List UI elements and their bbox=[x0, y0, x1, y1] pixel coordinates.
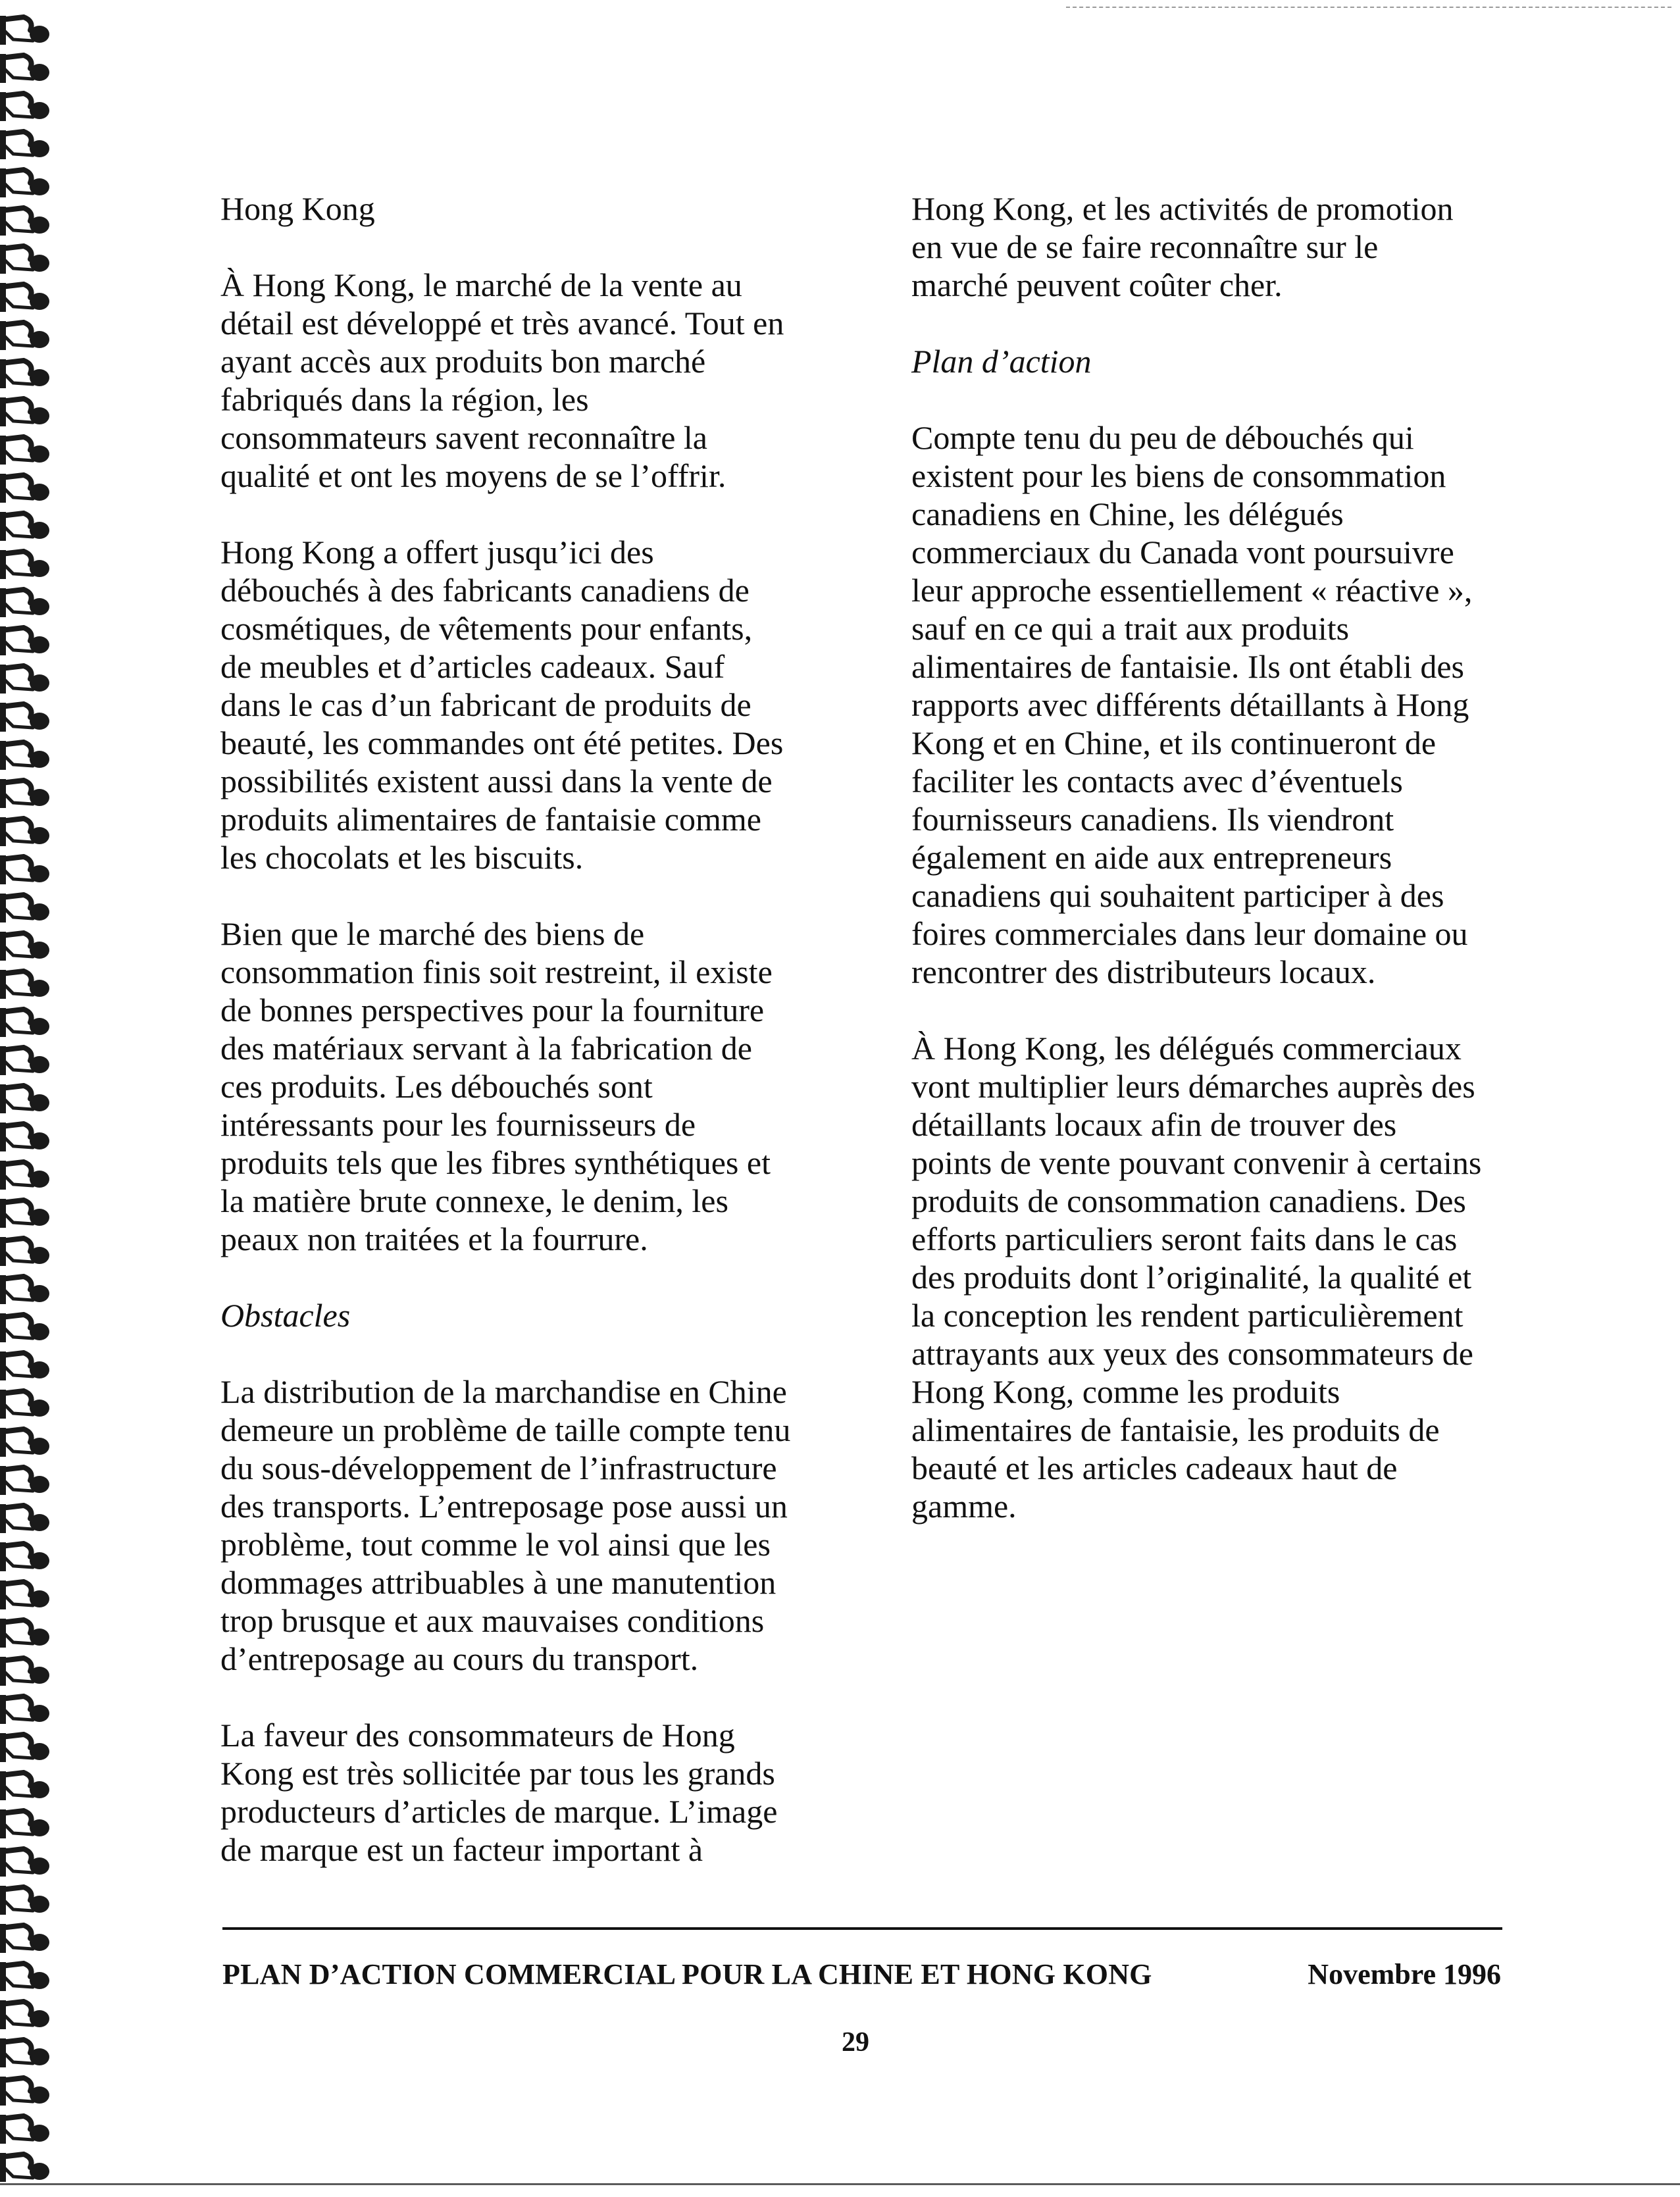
binding-coil bbox=[0, 588, 49, 617]
binding-coil bbox=[0, 207, 49, 236]
binding-coil bbox=[0, 2038, 49, 2067]
binding-coil bbox=[0, 16, 49, 45]
binding-coil bbox=[0, 1428, 49, 1457]
footer-title: PLAN D’ACTION COMMERCIAL POUR LA CHINE ET HONG KONG bbox=[222, 1958, 1152, 1990]
subheading-plan-daction: Plan d’action bbox=[911, 343, 1092, 380]
binding-coil bbox=[0, 92, 49, 121]
binding-coil bbox=[0, 550, 49, 579]
spiral-binding bbox=[0, 0, 53, 2197]
binding-coil bbox=[0, 1580, 49, 1609]
binding-coil bbox=[0, 245, 49, 274]
binding-coil bbox=[0, 130, 49, 159]
binding-coil bbox=[0, 54, 49, 83]
page-number: 29 bbox=[842, 2027, 869, 2058]
binding-coil bbox=[0, 1657, 49, 1686]
binding-coil bbox=[0, 894, 49, 922]
binding-coil bbox=[0, 703, 49, 732]
binding-coil bbox=[0, 1046, 49, 1075]
binding-coil bbox=[0, 1390, 49, 1419]
paragraph: La distribution de la marchandise en Chine demeure un problème de taille compte tenu du sous-développement de l’infrastructure des transports. L’entreposage pose aussi un problème, tout comme le vol ainsi que les dommages attribuables à une manutention trop brusque et aux mauvaises conditions d’entreposage au cours du transport. bbox=[220, 1373, 791, 1677]
subheading-obstacles: Obstacles bbox=[220, 1297, 351, 1334]
binding-coil bbox=[0, 1161, 49, 1190]
binding-coil bbox=[0, 321, 49, 350]
binding-coil bbox=[0, 1084, 49, 1113]
binding-coil bbox=[0, 1313, 49, 1342]
binding-coil bbox=[0, 817, 49, 846]
binding-coil bbox=[0, 397, 49, 426]
binding-coil bbox=[0, 932, 49, 961]
scan-artifact-top bbox=[1066, 7, 1671, 8]
right-column bbox=[911, 189, 1537, 1525]
binding-coil bbox=[0, 626, 49, 655]
paragraph: À Hong Kong, les délégués commerciaux vont multiplier leurs démarches auprès des détaillants locaux afin de trouver des points de vente pouvant convenir à certains produits de consommation canadiens. Des efforts particuliers seront faits dans le cas des produits dont l’originalité, la qualité et la conception les rendent particulièrement attrayants aux yeux des consommateurs de Hong Kong, comme les produits alimentaires de fantaisie, les produits de beauté et les articles cadeaux haut de gamme. bbox=[911, 1030, 1482, 1525]
binding-coil bbox=[0, 2077, 49, 2106]
binding-coil bbox=[0, 1695, 49, 1724]
section-heading-hong-kong: Hong Kong bbox=[220, 190, 375, 227]
paragraph: Bien que le marché des biens de consommation finis soit restreint, il existe de bonnes perspectives pour la fourniture des matériaux servant à la fabrication de ces produits. Les débouchés sont intéressants pour les fournisseurs de produits tels que les fibres synthétiques et la matière brute connexe, le denim, les peaux non traitées et la fourrure. bbox=[220, 915, 773, 1257]
binding-coil bbox=[0, 2153, 49, 2182]
footer-date: Novembre 1996 bbox=[1308, 1958, 1501, 1990]
binding-coil bbox=[0, 1733, 49, 1762]
binding-coil bbox=[0, 2000, 49, 2029]
paragraph: Hong Kong a offert jusqu’ici des débouchés à des fabricants canadiens de cosmétiques, de vêtements pour enfants, de meubles et d’articles cadeaux. Sauf dans le cas d’un fabricant de produits de beauté, les commandes ont été petites. Des possibilités existent aussi dans la vente de produits alimentaires de fantaisie comme les chocolats et les biscuits. bbox=[220, 534, 784, 876]
binding-coil bbox=[0, 855, 49, 884]
binding-coil bbox=[0, 1504, 49, 1533]
binding-coil bbox=[0, 474, 49, 503]
paragraph: Compte tenu du peu de débouchés qui existent pour les biens de consommation canadiens en Chine, les délégués commerciaux du Canada vont poursuivre leur approche essentiellement « réactive », sauf en ce qui a trait aux produits alimentaires de fantaisie. Ils ont établi des rapports avec différents détaillants à Hong Kong et en Chine, et ils continueront de faciliter les contacts avec d’éventuels fournisseurs canadiens. Ils viendront également en aide aux entrepreneurs canadiens qui souhaitent participer à des foires commerciales dans leur domaine ou rencontrer des distributeurs locaux. bbox=[911, 419, 1473, 990]
binding-coil bbox=[0, 1809, 49, 1838]
binding-coil bbox=[0, 1924, 49, 1953]
binding-coil bbox=[0, 1848, 49, 1877]
left-column bbox=[220, 189, 852, 1869]
binding-coil bbox=[0, 1466, 49, 1495]
binding-coil bbox=[0, 1199, 49, 1228]
binding-coil bbox=[0, 779, 49, 808]
binding-coil bbox=[0, 1619, 49, 1648]
binding-coil bbox=[0, 512, 49, 541]
binding-coil bbox=[0, 1962, 49, 1991]
binding-coil bbox=[0, 741, 49, 770]
binding-coil bbox=[0, 1351, 49, 1380]
binding-coil bbox=[0, 283, 49, 312]
binding-coil bbox=[0, 1275, 49, 1304]
paragraph: À Hong Kong, le marché de la vente au détail est développé et très avancé. Tout en ayant accès aux produits bon marché fabriqués dans la région, les consommateurs savent reconnaître la qualité et ont les moyens de se l’offrir. bbox=[220, 266, 784, 494]
binding-coil bbox=[0, 359, 49, 388]
scan-artifact-bottom bbox=[0, 2183, 1680, 2185]
binding-coil bbox=[0, 1886, 49, 1915]
binding-coil bbox=[0, 1008, 49, 1037]
binding-coil bbox=[0, 1771, 49, 1800]
footer-divider bbox=[222, 1927, 1502, 1930]
binding-coil bbox=[0, 2115, 49, 2144]
binding-coil bbox=[0, 1237, 49, 1266]
binding-coil bbox=[0, 1542, 49, 1571]
paragraph: La faveur des consommateurs de Hong Kong est très sollicitée par tous les grands producteurs d’articles de marque. L’image de marque est un facteur important à bbox=[220, 1717, 778, 1868]
binding-coil bbox=[0, 970, 49, 999]
binding-coil bbox=[0, 168, 49, 197]
binding-coil bbox=[0, 436, 49, 465]
binding-coil bbox=[0, 665, 49, 694]
binding-coil bbox=[0, 1123, 49, 1151]
paragraph-continuation: Hong Kong, et les activités de promotion en vue de se faire reconnaître sur le marché peuvent coûter cher. bbox=[911, 190, 1454, 303]
